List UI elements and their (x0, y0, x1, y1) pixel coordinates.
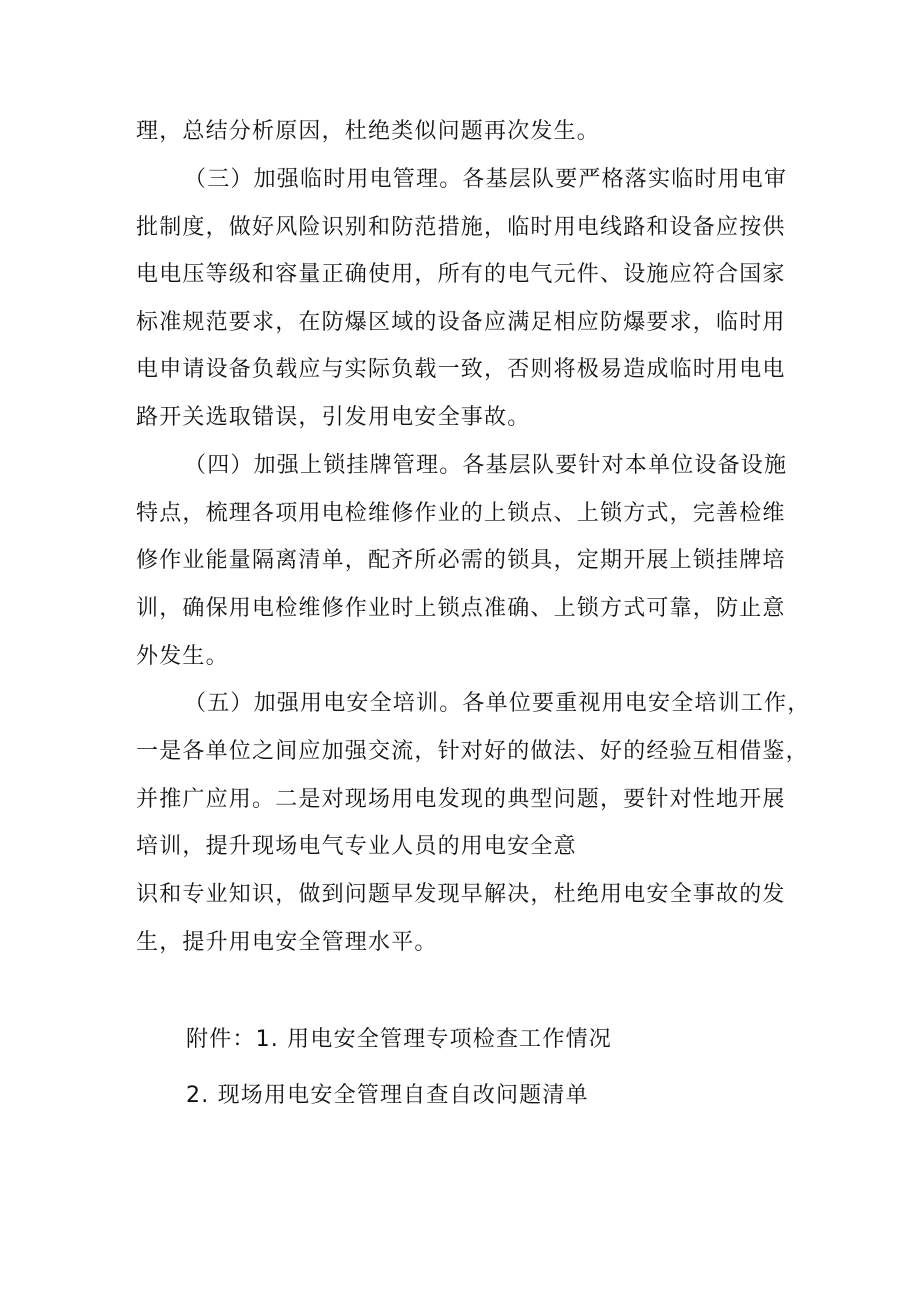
paragraph-line: 并推广应用。二是对现场用电发现的典型问题，要针对性地开展 (136, 787, 786, 812)
paragraph-line: 特点，梳理各项用电检维修作业的上锁点、上锁方式，完善检维 (136, 501, 786, 526)
section-heading-line: （三）加强临时用电管理。各基层队要严格落实临时用电审 (184, 167, 788, 192)
paragraph-line: 训，确保用电检维修作业时上锁点准确、上锁方式可靠，防止意 (136, 596, 786, 621)
paragraph-line: 批制度，做好风险识别和防范措施，临时用电线路和设备应按供 (136, 215, 786, 240)
section-heading-line: （五）加强用电安全培训。各单位要重视用电安全培训工作， (184, 691, 811, 716)
paragraph-line: 理，总结分析原因，杜绝类似问题再次发生。 (136, 119, 601, 144)
attachment-item-2: 2. 现场用电安全管理自查自改问题清单 (186, 1083, 589, 1108)
paragraph-line: 标准规范要求，在防爆区域的设备应满足相应防爆要求，临时用 (136, 310, 786, 335)
paragraph-line: 电申请设备负载应与实际负载一致，否则将极易造成临时用电电 (136, 357, 786, 382)
paragraph-line: 生，提升用电安全管理水平。 (136, 930, 438, 955)
paragraph-line: 修作业能量隔离清单，配齐所必需的锁具，定期开展上锁挂牌培 (136, 548, 786, 573)
paragraph-line: 路开关选取错误，引发用电安全事故。 (136, 405, 531, 430)
attachment-item-1: 附件：1. 用电安全管理专项检查工作情况 (186, 1027, 612, 1052)
paragraph-line: 一是各单位之间应加强交流，针对好的做法、好的经验互相借鉴， (136, 739, 809, 764)
paragraph-line: 培训，提升现场电气专业人员的用电安全意 (136, 834, 577, 859)
paragraph-line: 电电压等级和容量正确使用，所有的电气元件、设施应符合国家 (136, 262, 786, 287)
section-heading-line: （四）加强上锁挂牌管理。各基层队要针对本单位设备设施 (184, 453, 788, 478)
paragraph-line: 外发生。 (136, 644, 229, 669)
paragraph-line: 识和专业知识，做到问题早发现早解决，杜绝用电安全事故的发 (136, 882, 786, 907)
